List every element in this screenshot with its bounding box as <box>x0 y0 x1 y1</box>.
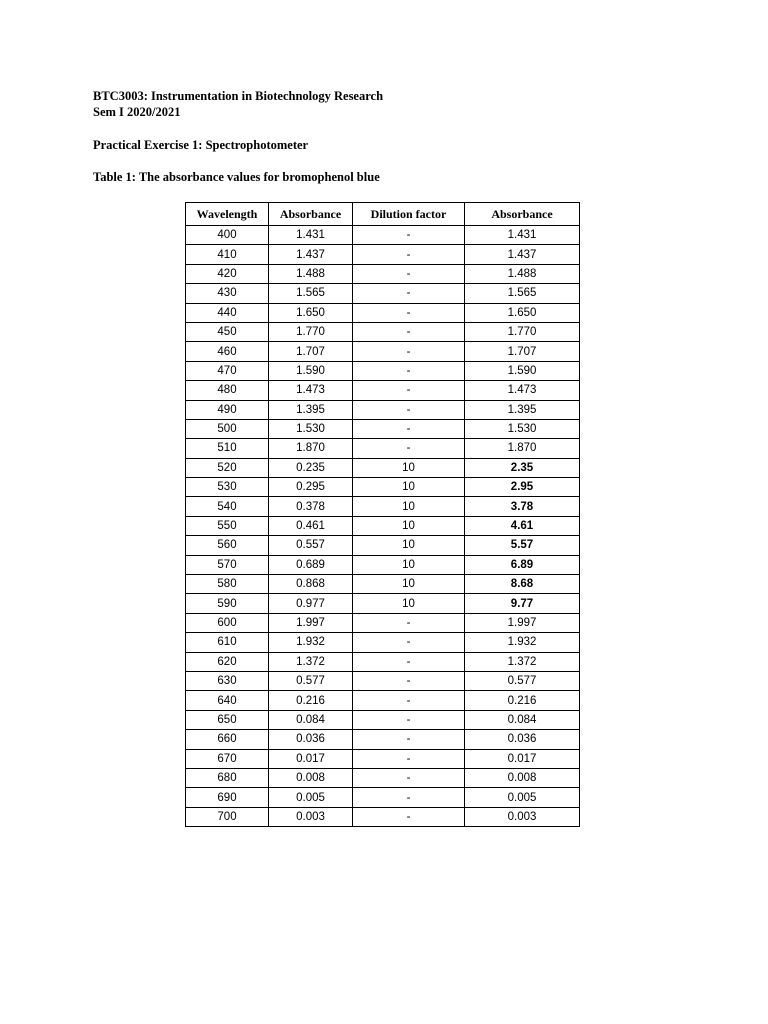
wavelength-cell: 440 <box>186 303 269 322</box>
absorbance-cell: 0.689 <box>269 555 353 574</box>
table-row <box>186 419 580 438</box>
table-row <box>186 749 580 768</box>
wavelength-cell: 650 <box>186 710 269 729</box>
dilution-factor-cell: - <box>353 807 465 826</box>
wavelength-cell: 560 <box>186 536 269 555</box>
wavelength-cell: 640 <box>186 691 269 710</box>
corrected-absorbance-cell: 0.005 <box>465 788 580 807</box>
dilution-factor-cell: - <box>353 691 465 710</box>
corrected-absorbance-cell: 1.530 <box>465 419 580 438</box>
corrected-absorbance-cell: 1.870 <box>465 439 580 458</box>
absorbance-table <box>185 202 580 827</box>
dilution-factor-cell: - <box>353 264 465 283</box>
wavelength-cell: 680 <box>186 768 269 787</box>
table-row <box>186 245 580 264</box>
wavelength-cell: 460 <box>186 342 269 361</box>
absorbance-cell: 1.431 <box>269 226 353 245</box>
wavelength-cell: 660 <box>186 730 269 749</box>
wavelength-cell: 420 <box>186 264 269 283</box>
absorbance-cell: 1.565 <box>269 284 353 303</box>
wavelength-cell: 610 <box>186 633 269 652</box>
dilution-factor-cell: 10 <box>353 536 465 555</box>
table-row <box>186 264 580 283</box>
absorbance-cell: 1.372 <box>269 652 353 671</box>
absorbance-cell: 0.295 <box>269 478 353 497</box>
table-row <box>186 516 580 535</box>
wavelength-cell: 450 <box>186 322 269 341</box>
table-caption: Table 1: The absorbance values for bromophenol blue <box>93 170 380 184</box>
table-row <box>186 400 580 419</box>
dilution-factor-cell: - <box>353 788 465 807</box>
dilution-factor-cell: 10 <box>353 478 465 497</box>
corrected-absorbance-cell: 2.95 <box>465 478 580 497</box>
dilution-factor-cell: - <box>353 671 465 690</box>
table-row <box>186 710 580 729</box>
dilution-factor-cell: - <box>353 361 465 380</box>
absorbance-cell: 0.005 <box>269 788 353 807</box>
corrected-absorbance-cell: 1.395 <box>465 400 580 419</box>
absorbance-cell: 1.650 <box>269 303 353 322</box>
dilution-factor-cell: - <box>353 400 465 419</box>
dilution-factor-cell: - <box>353 245 465 264</box>
wavelength-cell: 690 <box>186 788 269 807</box>
absorbance-cell: 1.707 <box>269 342 353 361</box>
absorbance-cell: 0.461 <box>269 516 353 535</box>
wavelength-cell: 430 <box>186 284 269 303</box>
corrected-absorbance-cell: 8.68 <box>465 575 580 594</box>
table-row <box>186 691 580 710</box>
absorbance-cell: 0.868 <box>269 575 353 594</box>
dilution-factor-cell: - <box>353 439 465 458</box>
dilution-factor-cell: 10 <box>353 575 465 594</box>
absorbance-cell: 1.395 <box>269 400 353 419</box>
corrected-absorbance-cell: 1.997 <box>465 613 580 632</box>
absorbance-cell: 0.017 <box>269 749 353 768</box>
dilution-factor-cell: - <box>353 381 465 400</box>
dilution-factor-cell: - <box>353 633 465 652</box>
exercise-title: Practical Exercise 1: Spectrophotometer <box>93 138 309 152</box>
corrected-absorbance-cell: 1.590 <box>465 361 580 380</box>
absorbance-cell: 1.870 <box>269 439 353 458</box>
absorbance-cell: 1.770 <box>269 322 353 341</box>
corrected-absorbance-cell: 1.473 <box>465 381 580 400</box>
wavelength-cell: 520 <box>186 458 269 477</box>
table-row <box>186 361 580 380</box>
wavelength-cell: 670 <box>186 749 269 768</box>
absorbance-cell: 1.530 <box>269 419 353 438</box>
wavelength-cell: 620 <box>186 652 269 671</box>
wavelength-cell: 500 <box>186 419 269 438</box>
dilution-factor-cell: 10 <box>353 594 465 613</box>
absorbance-cell: 0.003 <box>269 807 353 826</box>
corrected-absorbance-cell: 0.216 <box>465 691 580 710</box>
absorbance-cell: 1.932 <box>269 633 353 652</box>
table-header-row <box>186 203 580 226</box>
dilution-factor-cell: - <box>353 652 465 671</box>
corrected-absorbance-cell: 4.61 <box>465 516 580 535</box>
wavelength-cell: 590 <box>186 594 269 613</box>
dilution-factor-cell: - <box>353 303 465 322</box>
absorbance-cell: 0.008 <box>269 768 353 787</box>
wavelength-cell: 630 <box>186 671 269 690</box>
absorbance-cell: 1.590 <box>269 361 353 380</box>
dilution-factor-cell: 10 <box>353 497 465 516</box>
table-row <box>186 807 580 826</box>
column-header-dilution-factor: Dilution factor <box>353 203 465 226</box>
wavelength-cell: 570 <box>186 555 269 574</box>
corrected-absorbance-cell: 1.770 <box>465 322 580 341</box>
table-row <box>186 226 580 245</box>
dilution-factor-cell: - <box>353 226 465 245</box>
table-row <box>186 284 580 303</box>
table-row <box>186 381 580 400</box>
wavelength-cell: 400 <box>186 226 269 245</box>
semester-label: Sem I 2020/2021 <box>93 105 181 119</box>
table-row <box>186 478 580 497</box>
absorbance-cell: 0.235 <box>269 458 353 477</box>
wavelength-cell: 700 <box>186 807 269 826</box>
corrected-absorbance-cell: 1.707 <box>465 342 580 361</box>
corrected-absorbance-cell: 0.036 <box>465 730 580 749</box>
table-row <box>186 458 580 477</box>
table-row <box>186 594 580 613</box>
wavelength-cell: 410 <box>186 245 269 264</box>
table-row <box>186 322 580 341</box>
table-row <box>186 497 580 516</box>
table-row <box>186 575 580 594</box>
wavelength-cell: 600 <box>186 613 269 632</box>
column-header-absorbance: Absorbance <box>269 203 353 226</box>
absorbance-cell: 0.557 <box>269 536 353 555</box>
dilution-factor-cell: - <box>353 768 465 787</box>
table-body <box>186 226 580 827</box>
wavelength-cell: 480 <box>186 381 269 400</box>
table-row <box>186 342 580 361</box>
table-row <box>186 730 580 749</box>
dilution-factor-cell: - <box>353 342 465 361</box>
wavelength-cell: 470 <box>186 361 269 380</box>
dilution-factor-cell: 10 <box>353 555 465 574</box>
corrected-absorbance-cell: 6.89 <box>465 555 580 574</box>
absorbance-cell: 1.488 <box>269 264 353 283</box>
corrected-absorbance-cell: 1.488 <box>465 264 580 283</box>
absorbance-cell: 0.977 <box>269 594 353 613</box>
corrected-absorbance-cell: 1.932 <box>465 633 580 652</box>
corrected-absorbance-cell: 0.003 <box>465 807 580 826</box>
corrected-absorbance-cell: 0.084 <box>465 710 580 729</box>
corrected-absorbance-cell: 1.437 <box>465 245 580 264</box>
dilution-factor-cell: - <box>353 284 465 303</box>
table-row <box>186 439 580 458</box>
corrected-absorbance-cell: 1.431 <box>465 226 580 245</box>
table-row <box>186 536 580 555</box>
corrected-absorbance-cell: 0.577 <box>465 671 580 690</box>
corrected-absorbance-cell: 9.77 <box>465 594 580 613</box>
table-row <box>186 652 580 671</box>
absorbance-cell: 0.577 <box>269 671 353 690</box>
absorbance-cell: 0.084 <box>269 710 353 729</box>
dilution-factor-cell: - <box>353 322 465 341</box>
dilution-factor-cell: - <box>353 419 465 438</box>
corrected-absorbance-cell: 3.78 <box>465 497 580 516</box>
dilution-factor-cell: - <box>353 749 465 768</box>
dilution-factor-cell: 10 <box>353 516 465 535</box>
corrected-absorbance-cell: 1.650 <box>465 303 580 322</box>
corrected-absorbance-cell: 1.565 <box>465 284 580 303</box>
table-row <box>186 788 580 807</box>
absorbance-cell: 0.036 <box>269 730 353 749</box>
absorbance-cell: 0.378 <box>269 497 353 516</box>
absorbance-cell: 1.997 <box>269 613 353 632</box>
absorbance-cell: 0.216 <box>269 691 353 710</box>
dilution-factor-cell: - <box>353 730 465 749</box>
wavelength-cell: 550 <box>186 516 269 535</box>
corrected-absorbance-cell: 5.57 <box>465 536 580 555</box>
table-row <box>186 671 580 690</box>
table-row <box>186 555 580 574</box>
corrected-absorbance-cell: 1.372 <box>465 652 580 671</box>
dilution-factor-cell: - <box>353 613 465 632</box>
course-title: BTC3003: Instrumentation in Biotechnology Research <box>93 89 384 103</box>
absorbance-cell: 1.473 <box>269 381 353 400</box>
corrected-absorbance-cell: 2.35 <box>465 458 580 477</box>
table-row <box>186 613 580 632</box>
wavelength-cell: 540 <box>186 497 269 516</box>
wavelength-cell: 490 <box>186 400 269 419</box>
document-header <box>93 88 383 120</box>
corrected-absorbance-cell: 0.017 <box>465 749 580 768</box>
table-row <box>186 303 580 322</box>
dilution-factor-cell: - <box>353 710 465 729</box>
wavelength-cell: 510 <box>186 439 269 458</box>
column-header-wavelength: Wavelength <box>186 203 269 226</box>
corrected-absorbance-cell: 0.008 <box>465 768 580 787</box>
absorbance-cell: 1.437 <box>269 245 353 264</box>
table-row <box>186 633 580 652</box>
table-row <box>186 768 580 787</box>
dilution-factor-cell: 10 <box>353 458 465 477</box>
column-header-corrected-absorbance: Absorbance <box>465 203 580 226</box>
wavelength-cell: 530 <box>186 478 269 497</box>
wavelength-cell: 580 <box>186 575 269 594</box>
